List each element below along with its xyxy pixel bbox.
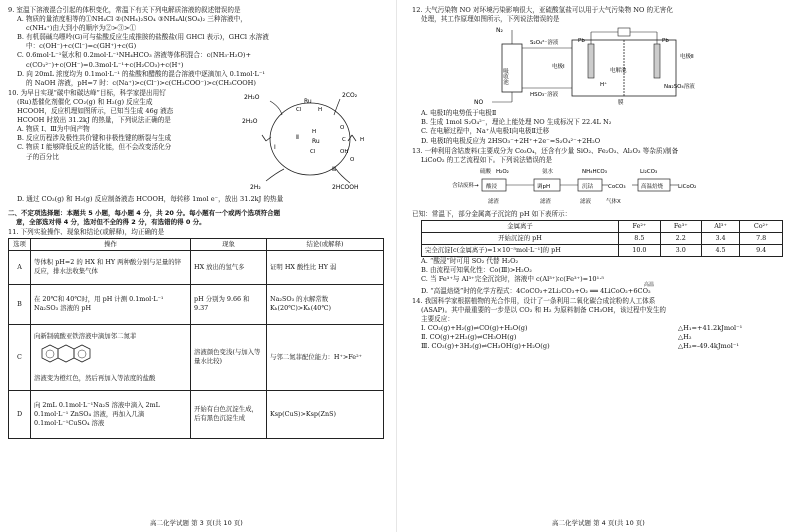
q10-option-c-cont: 子的百分比 bbox=[26, 152, 59, 161]
table-header: 结论(或解释) bbox=[267, 238, 384, 250]
q10-stem-line1: 10. 为早日实现“碳中和碳达峰”目标，科学家提出用钌 bbox=[8, 88, 166, 97]
q12-stem-line1: 12. 大气污染物 NO 对环境污染影响很大，亚硫酸氢盐可以用于大气污染物 NO 的无害化 bbox=[412, 6, 673, 14]
diagram-label: 膜 bbox=[618, 100, 624, 107]
q10-stem-line3: HCOOH，反应机理如图所示，已知当生成 46g 液态 bbox=[17, 107, 174, 116]
table-header: Fe³⁺ bbox=[660, 221, 701, 233]
table-cell: 开始沉淀的 pH bbox=[422, 232, 619, 244]
row-phenomenon: 开始有白色沉淀生成，后有黑色沉淀生成 bbox=[191, 390, 267, 438]
diagram-label: 电解池 bbox=[610, 68, 627, 75]
q13-option-c: C. 当 Fe³⁺与 Al³⁺完全沉淀时，溶液中 c(Al³⁺)∶c(Fe³⁺)=10¹·⁵ bbox=[421, 274, 604, 283]
page-footer-left: 高二化学试题 第 3 页(共 10 页) bbox=[150, 519, 243, 527]
row-phenomenon: 溶液颜色变浅(与加入等量水比较) bbox=[191, 324, 267, 390]
question-13 bbox=[412, 147, 788, 296]
table-cell: 3.0 bbox=[660, 244, 701, 256]
reaction-equation: Ⅰ. CO₂(g)+H₂(g)⇌CO(g)+H₂O(g) bbox=[421, 324, 528, 333]
table-cell: 10.0 bbox=[619, 244, 661, 256]
diagram-label: 2H₂ bbox=[250, 183, 261, 191]
flow-box-label: CoCO₃ bbox=[608, 183, 626, 190]
table-cell: 4.5 bbox=[701, 244, 740, 256]
flow-product: LiCoO₂ bbox=[678, 183, 697, 190]
row-operation-cell bbox=[31, 324, 191, 390]
row-option: B bbox=[9, 284, 31, 324]
q14-stem-line2: (ASAP)。其中最重要的一步是以 CO₂ 和 H₂ 为原料制备 CH₃OH，该过程中发生的 bbox=[421, 305, 667, 314]
question-14 bbox=[412, 297, 788, 352]
row-conclusion: Ksp(CuS)>Ksp(ZnS) bbox=[267, 390, 384, 438]
diagram-label: Na₂SO₄溶液 bbox=[664, 84, 695, 91]
diagram-label: 2H₂O bbox=[242, 117, 258, 125]
question-10 bbox=[8, 89, 384, 207]
table-header: 操作 bbox=[31, 238, 191, 250]
diagram-label: NO bbox=[474, 99, 484, 107]
question-12 bbox=[412, 6, 788, 146]
reaction-enthalpy: △H₂ bbox=[678, 333, 692, 342]
reaction-2 bbox=[412, 333, 788, 342]
section-2-title: 二、不定项选择题：本题共 5 小题，每小题 4 分，共 20 分。每小题有一个或两个选项符合题 bbox=[8, 208, 281, 217]
diagram-label: OH bbox=[340, 148, 349, 155]
table-header: Al³⁺ bbox=[701, 221, 740, 233]
table-row bbox=[422, 244, 783, 256]
row-phenomenon: pH 分别为 9.66 和 9.37 bbox=[191, 284, 267, 324]
diagram-label: Cl bbox=[296, 106, 302, 113]
q10-option-d: D. 通过 CO₂(g) 和 H₂(g) 反应制备液态 HCOOH，每转移 1mol e⁻，放出 31.2kJ 的热量 bbox=[17, 194, 284, 203]
diagram-label: S₂O₄²⁻溶液 bbox=[530, 40, 559, 47]
q9-option-b-cont: 中：c(OH⁻)+c(Cl⁻)=c(GH⁺)+c(G) bbox=[26, 42, 137, 51]
page-footer-right: 高二化学试题 第 4 页(共 10 页) bbox=[552, 519, 645, 527]
table-cell: 9.4 bbox=[740, 244, 783, 256]
diagram-label: Ru bbox=[312, 137, 320, 145]
diagram-label: O bbox=[350, 156, 355, 163]
catalytic-cycle-diagram bbox=[240, 89, 380, 193]
reaction-enthalpy: △H₁=+41.2kJmol⁻¹ bbox=[678, 324, 743, 333]
row-operation: 向新制硫酸亚铁溶液中滴加邻二氮菲 bbox=[34, 331, 137, 340]
table-header: 选项 bbox=[9, 238, 31, 250]
right-page bbox=[412, 6, 788, 351]
q12-option-c: C. 在电解过程中，Na⁺从电极Ⅰ向电极Ⅱ迁移 bbox=[421, 127, 550, 136]
diagram-label: Ru bbox=[304, 97, 312, 105]
section-2-heading bbox=[8, 209, 384, 227]
reaction-enthalpy: △H₃=-49.4kJmol⁻¹ bbox=[678, 342, 739, 351]
table-row bbox=[9, 284, 384, 324]
diagram-label: 电极Ⅰ bbox=[552, 64, 565, 71]
diagram-label: H bbox=[312, 128, 317, 135]
diagram-label: H bbox=[360, 136, 365, 143]
q13-option-a: A. “酸浸”时可用 SO₂ 代替 H₂O₂ bbox=[421, 256, 519, 265]
table-row bbox=[9, 390, 384, 438]
q10-stem-line4: HCOOH 时放出 31.2kJ 的热量，下列说法正确的是 bbox=[17, 116, 171, 125]
row-conclusion: Na₂SO₃ 的水解常数 Kₕ(20℃)>Kₕ(40℃) bbox=[267, 284, 384, 324]
diagram-label: HSO₃⁻溶液 bbox=[530, 92, 559, 99]
flow-box-label: 含钴废料→ bbox=[452, 182, 479, 189]
row-option: A bbox=[9, 250, 31, 284]
q13-option-d-text: D. “高温焙烧”时的化学方程式：4CoCO₃+2Li₂CO₃+O₂ ══ 4LiCoO₂+6CO₂ bbox=[421, 286, 651, 295]
q9-option-c-cont: c(CO₃²⁻)+c(OH⁻)=0.3mol·L⁻¹+c(H₂CO₃)+c(H⁺) bbox=[26, 60, 184, 69]
q9-stem: 9. 室温下溶液混合引起的体积变化，常温下有关下列电解质溶液的叙述错误的是 bbox=[8, 6, 241, 14]
q12-option-a: A. 电极Ⅰ的电势低于电极Ⅱ bbox=[421, 109, 497, 118]
row-option: D bbox=[9, 390, 31, 438]
q10-option-c: C. 物质 Ⅰ 能够降低反应的活化能，但不会改变活化分 bbox=[17, 143, 172, 152]
q12-option-b: B. 生成 1mol S₂O₄²⁻，理论上能处理 NO 生成标况下 22.4L N₂ bbox=[421, 118, 612, 127]
diagram-label: Pb bbox=[662, 38, 669, 45]
row-operation-cont: 溶液变为橙红色，然后再加入等浓度的盐酸 bbox=[34, 373, 156, 382]
diagram-label: O bbox=[340, 124, 345, 131]
reaction-equation: Ⅲ. CO₂(g)+3H₂(g)⇌CH₃OH(g)+H₂O(g) bbox=[421, 342, 550, 351]
q9-option-d-cont: 的 NaOH 溶液，pH=7 时：c(Na⁺)>c(Cl⁻)>c(CH₃COO⁻)>c(CH₃COOH) bbox=[26, 78, 256, 87]
table-row bbox=[9, 250, 384, 284]
reaction-1 bbox=[412, 324, 788, 333]
page-fold bbox=[396, 0, 397, 532]
table-row bbox=[9, 324, 384, 390]
table-cell: 8.5 bbox=[619, 232, 661, 244]
q10-stem-line2: (Ru)基催化剂催化 CO₂(g) 和 H₂(g) 反应生成 bbox=[17, 97, 153, 106]
q9-option-c: C. 0.6mol·L⁻¹氨水和 0.2mol·L⁻¹NH₄HCO₃ 溶液等体积混合：c(NH₃·H₂O)+ bbox=[17, 51, 251, 60]
q13-option-b: B. 由流程可知氧化性：Co(Ⅲ)>H₂O₂ bbox=[421, 265, 532, 274]
table-cell: 7.8 bbox=[740, 232, 783, 244]
diagram-label: H⁺ bbox=[600, 82, 608, 89]
row-option: C bbox=[9, 324, 31, 390]
row-conclusion: 与邻二氮菲配位能力：H⁺>Fe²⁺ bbox=[267, 324, 384, 390]
q13-intro: 已知：常温下，部分金属离子沉淀的 pH 如下表所示： bbox=[412, 209, 572, 218]
table-header: 金属离子 bbox=[422, 221, 619, 233]
table-header: Fe²⁺ bbox=[619, 221, 661, 233]
q9-option-a: A. 物质的量浓度相等的①NH₄Cl ②(NH₄)₂SO₄ ③NH₄Al(SO₄)₂ 三种溶液中， bbox=[17, 15, 247, 24]
q12-stem-line2: 处理，其工作原理如图所示，下列说法错误的是 bbox=[421, 15, 560, 24]
ion-ph-table bbox=[421, 220, 783, 256]
reaction-3 bbox=[412, 342, 788, 351]
table-cell: 2.2 bbox=[660, 232, 701, 244]
diagram-label: 2H₂O bbox=[244, 93, 260, 101]
diagram-label: H bbox=[318, 106, 323, 113]
diagram-label: C bbox=[342, 136, 346, 143]
table-header-row bbox=[422, 221, 783, 233]
process-flow-diagram bbox=[412, 165, 788, 207]
q13-stem-line2: LiCoO₂ 的工艺流程如下。下列说法错误的是 bbox=[421, 155, 553, 164]
phenanthroline-structure bbox=[34, 341, 92, 371]
flow-box-label: 沉钴 bbox=[582, 183, 594, 190]
q14-stem-line1: 14. 我国科学家根据植物的光合作用，设计了一条利用二氧化碳合成淀粉的人工体系 bbox=[412, 296, 656, 305]
q12-option-d: D. 电极Ⅰ的电极反应为 2HSO₃⁻+2H⁺+2e⁻=S₂O₄²⁻+2H₂O bbox=[421, 136, 601, 145]
diagram-label: Ⅱ bbox=[296, 133, 299, 141]
flow-label: 滤渣 bbox=[540, 198, 552, 205]
q9-option-b: B. 有机弱碱乌嘌呤(G)可与盐酸反应生成推胺的盐酸盐(用 GHCl 表示)，GHCl 水溶液 bbox=[17, 33, 269, 42]
flow-label: Li₂CO₃ bbox=[640, 168, 658, 175]
table-row bbox=[422, 232, 783, 244]
flow-label: 硫酸 bbox=[480, 168, 492, 175]
flow-box-label: 高温焙烧 bbox=[641, 183, 664, 190]
section-2-title-cont: 意，全部选对得 4 分，选对但不全的得 2 分，有选错的得 0 分。 bbox=[16, 217, 206, 226]
flow-label: 滤液 bbox=[580, 198, 592, 205]
diagram-label: 吸收池 bbox=[502, 68, 508, 85]
table-header: Co²⁺ bbox=[740, 221, 783, 233]
row-phenomenon: HX 放出的氢气多 bbox=[191, 250, 267, 284]
row-operation: 在 20℃和 40℃时，用 pH 计测 0.1mol·L⁻¹ Na₂SO₃ 溶液的 pH bbox=[31, 284, 191, 324]
q11-experiment-table bbox=[8, 238, 384, 439]
diagram-label: Ⅰ bbox=[274, 143, 276, 151]
flow-box-label: 调pH bbox=[537, 183, 551, 190]
q11-stem: 11. 下列实验操作、现象和结论(或解释)，均正确的是 bbox=[8, 227, 165, 236]
row-operation: 等体积 pH=2 的 HX 和 HY 两种酸分别与足量的锌反应，排水法收集气体 bbox=[31, 250, 191, 284]
diagram-label: N₂ bbox=[496, 27, 503, 35]
table-cell: 3.4 bbox=[701, 232, 740, 244]
question-9 bbox=[8, 6, 384, 88]
reaction-condition: 高温 bbox=[644, 281, 655, 288]
row-operation: 向 2mL 0.1mol·L⁻¹Na₂S 溶液中滴入 2mL 0.1mol·L⁻¹ ZnSO₄ 溶液，再加入几滴 0.1mol·L⁻¹CuSO₄ 溶液 bbox=[31, 390, 191, 438]
q10-option-b: B. 反应历程涉及极性共价键和非极性键的断裂与生成 bbox=[17, 134, 172, 143]
q9-option-a-cont: c(NH₄⁺)由大到小的顺序为②>③>① bbox=[26, 24, 137, 33]
q9-option-d: D. 向 20mL 浓度均为 0.1mol·L⁻¹ 的盐酸和醋酸的混合溶液中逐滴加入 0.1mol·L⁻¹ bbox=[17, 69, 266, 78]
question-11 bbox=[8, 228, 384, 439]
flow-box-label: 酸浸 bbox=[486, 183, 498, 190]
diagram-label: Pb bbox=[578, 38, 585, 45]
flow-label: 氨水 bbox=[542, 168, 554, 175]
table-header: 现象 bbox=[191, 238, 267, 250]
reaction-equation: Ⅱ. CO(g)+2H₂(g)⇌CH₃OH(g) bbox=[421, 333, 517, 342]
diagram-label: 2HCOOH bbox=[332, 183, 359, 191]
flow-label: 气体X bbox=[606, 198, 621, 205]
q10-option-a: A. 物质 Ⅰ、Ⅲ为中间产物 bbox=[17, 125, 90, 134]
diagram-label: 电极Ⅱ bbox=[680, 54, 694, 61]
q14-stem-line3: 主要反应： bbox=[421, 315, 454, 324]
table-header-row bbox=[9, 238, 384, 250]
q13-option-d bbox=[412, 281, 788, 296]
left-page bbox=[8, 6, 384, 439]
table-cell: 完全沉淀[c(金属离子)=1×10⁻⁵mol·L⁻¹]的 pH bbox=[422, 244, 619, 256]
flow-label: H₂O₂ bbox=[496, 168, 509, 175]
electrolysis-diagram bbox=[412, 24, 788, 106]
diagram-label: Ⅲ bbox=[332, 165, 337, 173]
flow-label: NH₄HCO₃ bbox=[582, 168, 607, 175]
flow-label: 滤渣 bbox=[488, 198, 500, 205]
row-conclusion: 证明 HX 酸性比 HY 弱 bbox=[267, 250, 384, 284]
q13-stem-line1: 13. 一种利用含钴废料(主要成分为 Co₃O₄，还含有少量 SiO₂、Fe₂O₃、Al₂O₃ 等杂质)制备 bbox=[412, 146, 679, 155]
diagram-label: Cl bbox=[310, 148, 316, 155]
diagram-label: 2CO₂ bbox=[342, 91, 358, 99]
